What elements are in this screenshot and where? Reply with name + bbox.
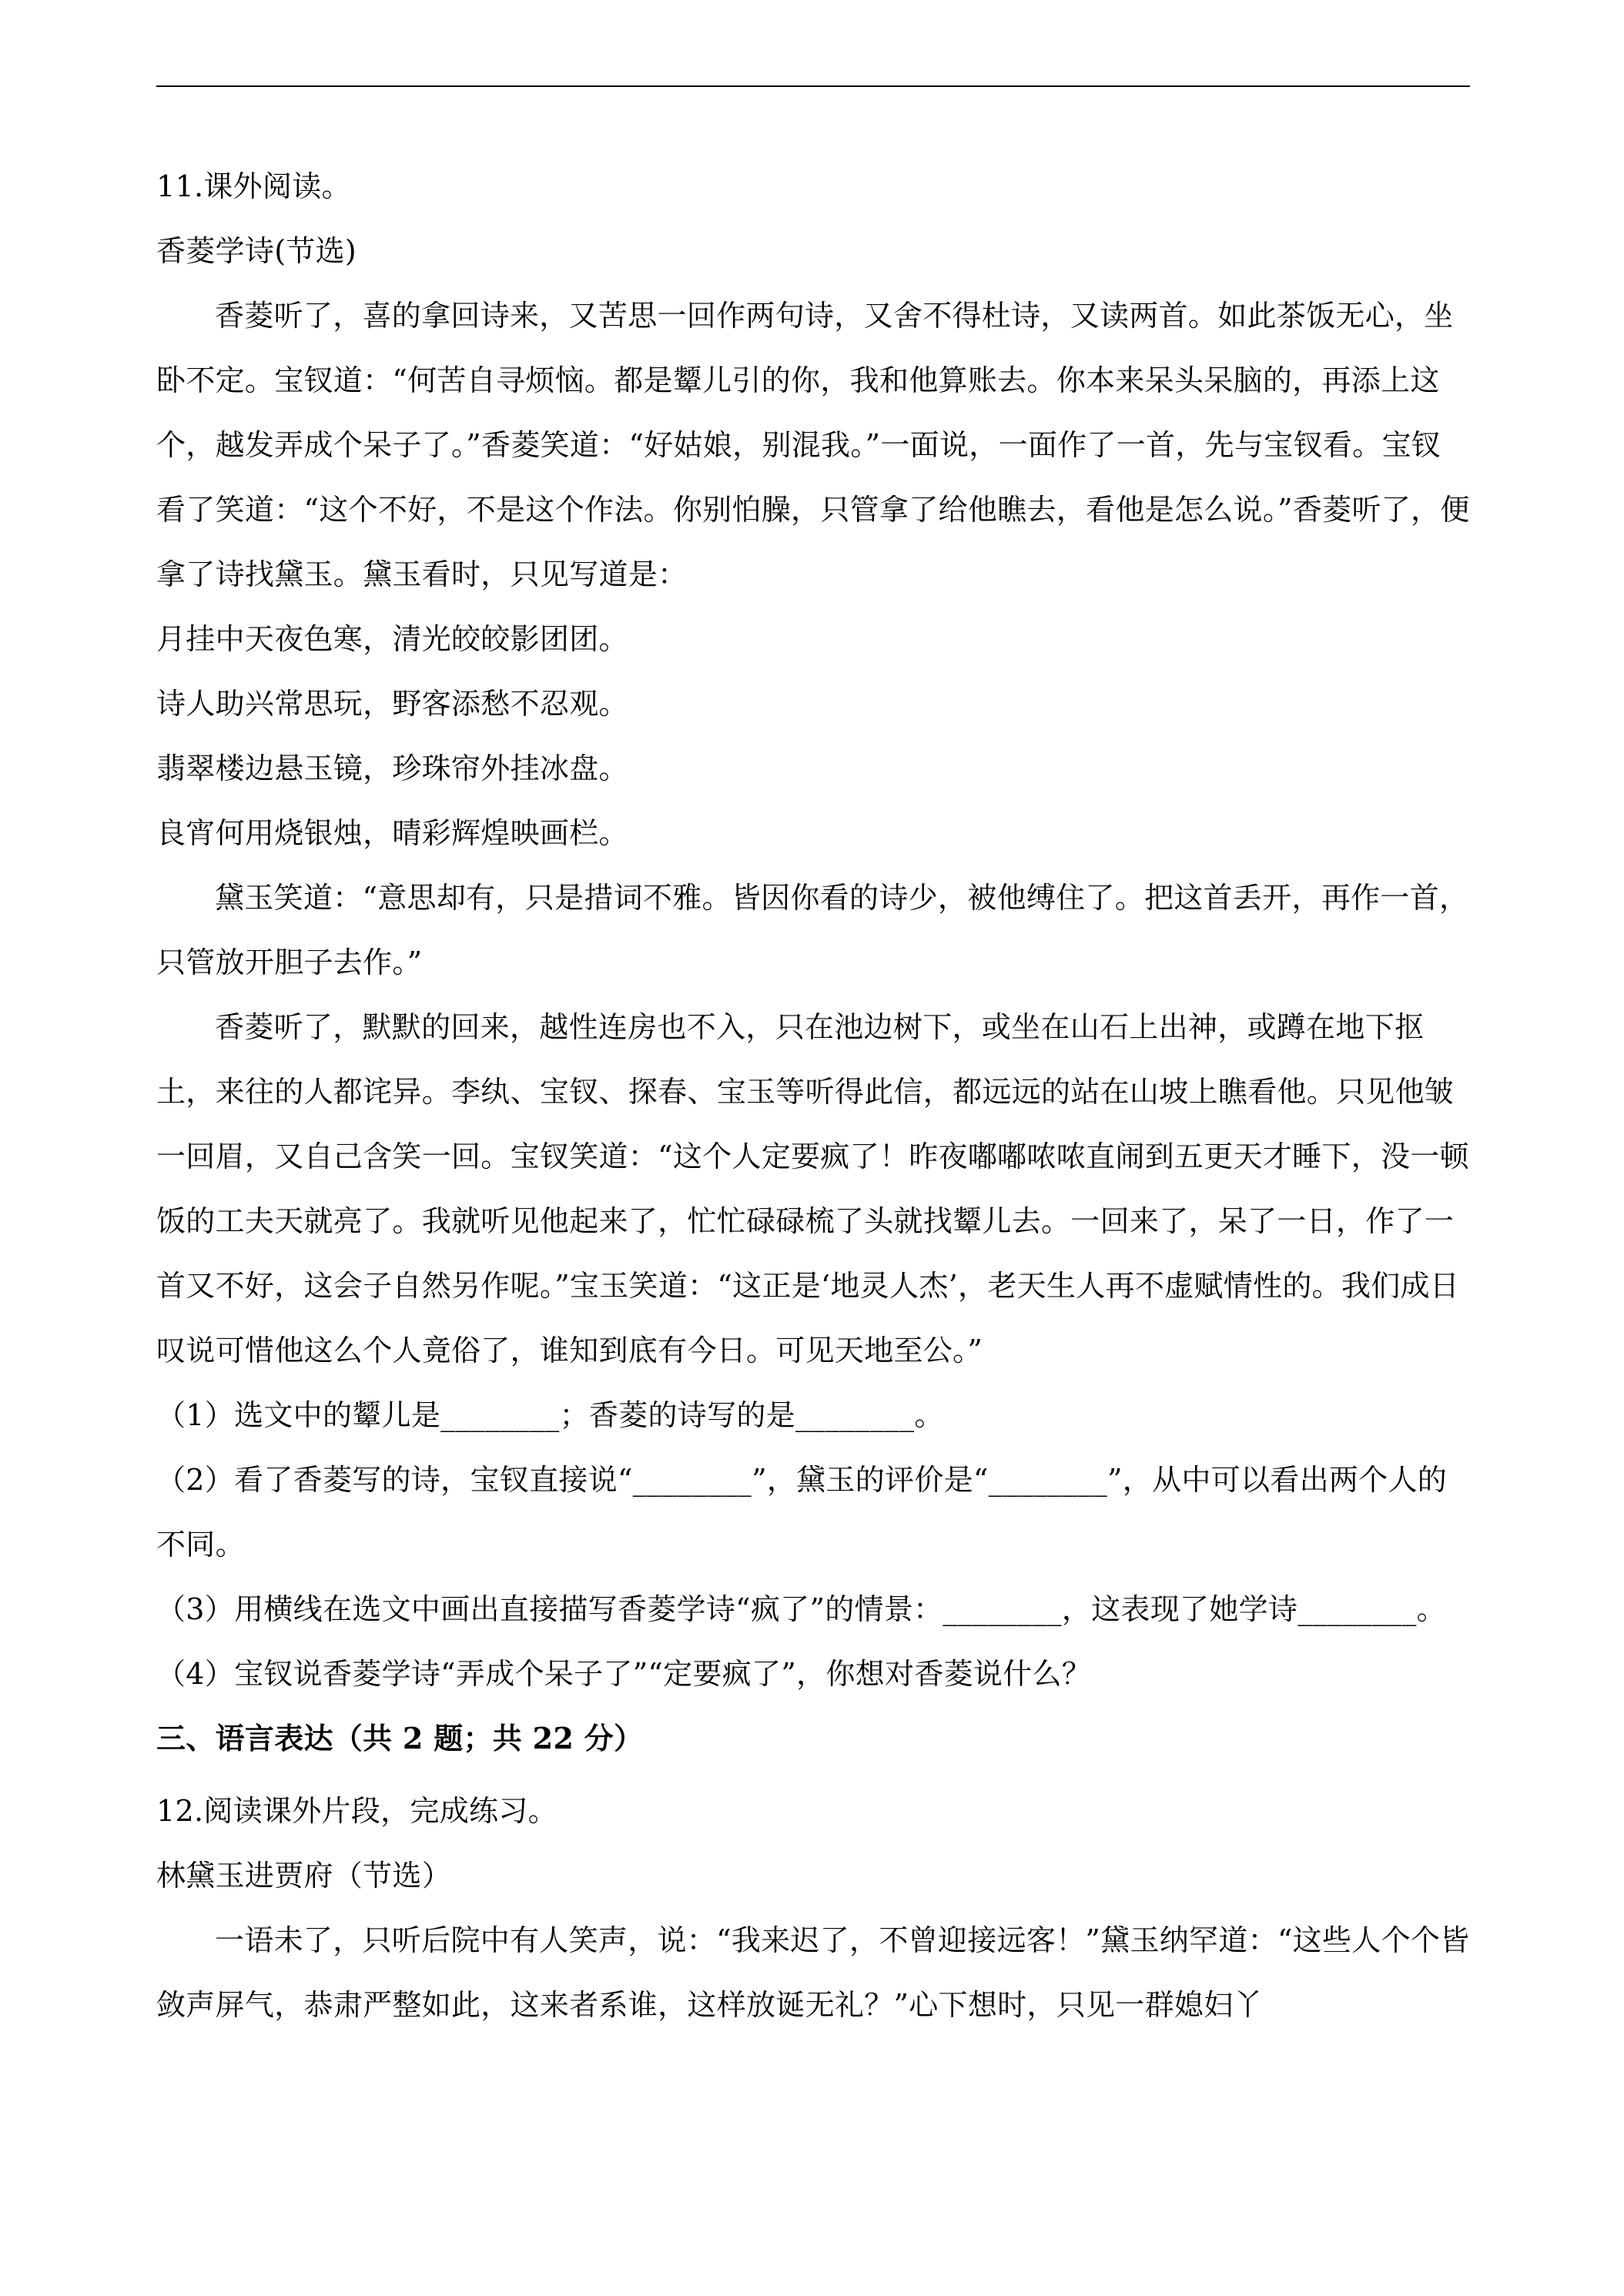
q12-passage-title: 林黛玉进贾府（节选）	[156, 1859, 452, 1893]
poem-line-2: 诗人助兴常思玩，野客添愁不忍观。	[156, 687, 628, 721]
poem-line-3: 翡翠楼边悬玉镜，珍珠帘外挂冰盘。	[156, 751, 628, 785]
section-3-heading: 三、语言表达（共 2 题；共 22 分）	[156, 1721, 644, 1755]
q11-paragraph-2: 黛玉笑道：“意思却有，只是措词不雅。皆因你看的诗少，被他缚住了。把这首丢开，再作一首，只管放开胆子去作。”	[156, 881, 1469, 979]
q11-question-3: （3）用横线在选文中画出直接描写香菱学诗“疯了”的情景：________，这表现了她学诗________。	[156, 1592, 1446, 1626]
document-body	[156, 154, 1470, 2037]
q12-heading: 12.阅读课外片段，完成练习。	[156, 1794, 558, 1828]
poem-line-4: 良宵何用烧银烛，晴彩辉煌映画栏。	[156, 816, 628, 850]
q11-paragraph-3: 香菱听了，默默的回来，越性连房也不入，只在池边树下，或坐在山石上出神，或蹲在地下抠土，来往的人都诧异。李纨、宝钗、探春、宝玉等听得此信，都远远的站在山坡上瞧看他。只见他皱一回眉，又自己含笑一回。宝钗笑道：“这个人定要疯了！昨夜嘟嘟哝哝直闹到五更天才睡下，没一顿饭的工夫天就亮了。我就听见他起来了，忙忙碌碌梳了头就找颦儿去。一回来了，呆了一日，作了一首又不好，这会子自然另作呢。”宝玉笑道：“这正是‘地灵人杰’，老天生人再不虚赋情性的。我们成日叹说可惜他这么个人竟俗了，谁知到底有今日。可见天地至公。”	[156, 1010, 1469, 1367]
q11-heading: 11.课外阅读。	[156, 169, 351, 203]
q12-paragraph-1: 一语未了，只听后院中有人笑声，说：“我来迟了，不曾迎接远客！”黛玉纳罕道：“这些人个个皆敛声屏气，恭肃严整如此，这来者系谁，这样放诞无礼？”心下想时，只见一群媳妇丫	[156, 1923, 1470, 2022]
header-rule	[156, 85, 1470, 87]
q11-question-2: （2）看了香菱写的诗，宝钗直接说“________”，黛玉的评价是“________”，从中可以看出两个人的不同。	[156, 1463, 1448, 1561]
q11-passage-title: 香菱学诗(节选)	[156, 234, 357, 268]
q11-paragraph-1: 香菱听了，喜的拿回诗来，又苦思一回作两句诗，又舍不得杜诗，又读两首。如此茶饭无心，坐卧不定。宝钗道：“何苦自寻烦恼。都是颦儿引的你，我和他算账去。你本来呆头呆脑的，再添上这个，越发弄成个呆子了。”香菱笑道：“好姑娘，别混我。”一面说，一面作了一首，先与宝钗看。宝钗看了笑道：“这个不好，不是这个作法。你别怕臊，只管拿了给他瞧去，看他是怎么说。”香菱听了，便拿了诗找黛玉。黛玉看时，只见写道是：	[156, 299, 1470, 591]
q11-question-4: （4）宝钗说香菱学诗“弄成个呆子了”“定要疯了”，你想对香菱说什么？	[156, 1657, 1092, 1691]
poem-line-1: 月挂中天夜色寒，清光皎皎影团团。	[156, 622, 628, 656]
q11-question-1: （1）选文中的颦儿是________；香菱的诗写的是________。	[156, 1398, 944, 1432]
